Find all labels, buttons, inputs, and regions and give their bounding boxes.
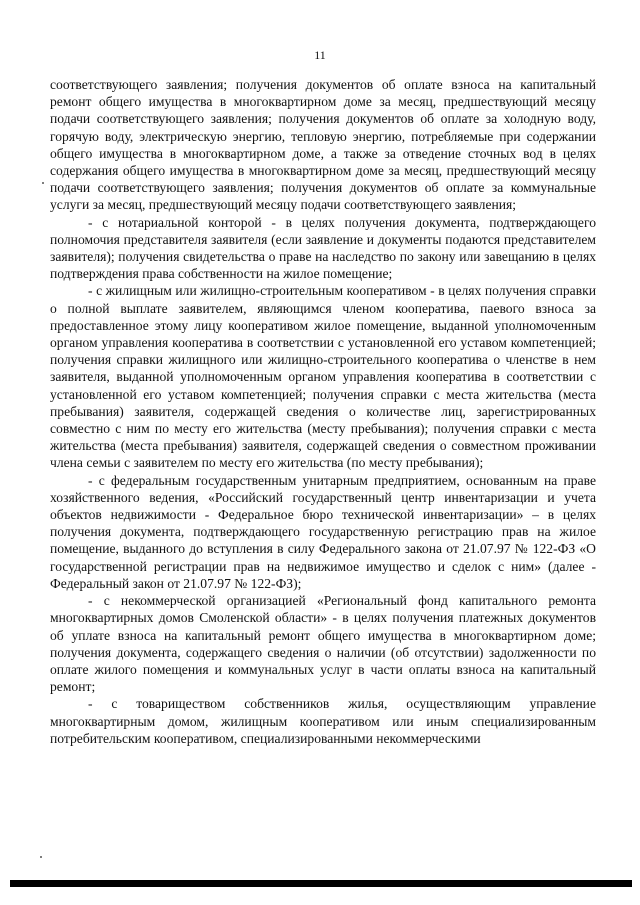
scan-edge-bar (10, 880, 632, 887)
paragraph-cooperative: - с жилищным или жилищно-строительным кооперативом - в целях получения справки о полной выплате заявителем, являющимся членом кооператива, паевого взноса за предоставленное этому лицу кооперативом жилое помещение, выданной уполномоченным органом управления кооператива в соответствии с установленной его уставом компетенцией; получения справки жилищного или жилищно-строительного кооператива о членстве в нем заявителя, выданной уполномоченным органом управления кооператива в соответствии с установленной его уставом компетенцией; получения справки с места жительства (места пребывания) заявителя, содержащей сведения о количестве лиц, зарегистрированных совместно с ним по месту его жительства (месту пребывания); получения справки с места жительства (места пребывания) заявителя, содержащей сведения о совместном проживании члена семьи с заявителем по месту его жительства (по месту пребывания); (50, 283, 596, 471)
paragraph-hoa: - с товариществом собственников жилья, осуществляющим управление многоквартирным домом, жилищным кооперативом или иным специализированным потребительским кооперативом, специализированными некоммерческими (50, 696, 596, 746)
paragraph-continuation: соответствующего заявления; получения документов об оплате взноса на капитальный ремонт общего имущества в многоквартирном доме за месяц, предшествующий месяцу подачи соответствующего заявления; получения документов об оплате за холодную воду, горячую воду, электрическую энергию, тепловую энергию, потребляемые при содержании общего имущества в многоквартирном доме, а также за отведение сточных вод в целях содержания общего имущества в многоквартирном доме за месяц, предшествующий месяцу подачи соответствующего заявления; получения документов об оплате за коммунальные услуги за месяц, предшествующий месяцу подачи соответствующего заявления; (50, 77, 596, 213)
scan-speck (40, 856, 42, 858)
document-body (50, 76, 596, 747)
page-number: 11 (314, 48, 326, 62)
paragraph-bti: - с федеральным государственным унитарным предприятием, основанным на праве хозяйственного ведения, «Российский государственный центр инвентаризации и учета объектов недвижимости - Федеральное бюро технической инвентаризации» – в целях получения документа, подтверждающего государственную регистрацию прав на жилое помещение, выданного до вступления в силу Федерального закона от 21.07.97 № 122-ФЗ «О государственной регистрации прав на недвижимое имущество и сделок с ним» (далее - Федеральный закон от 21.07.97 № 122-ФЗ); (50, 472, 596, 591)
paragraph-capital-repair-fund: - с некоммерческой организацией «Региональный фонд капитального ремонта многоквартирных домов Смоленской области» - в целях получения платежных документов об уплате взноса на капитальный ремонт общего имущества в многоквартирном доме; получения документа, содержащего сведения о наличии (об отсутствии) задолженности по оплате жилого помещения и коммунальных услуг в части оплаты взноса на капитальный ремонт; (50, 593, 596, 695)
scan-speck (42, 182, 44, 184)
paragraph-notary: - с нотариальной конторой - в целях получения документа, подтверждающего полномочия представителя заявителя (если заявление и документы подаются представителем заявителя); получения свидетельства о праве на наследство по закону или завещанию в целях подтверждения права собственности на жилое помещение; (50, 214, 596, 282)
